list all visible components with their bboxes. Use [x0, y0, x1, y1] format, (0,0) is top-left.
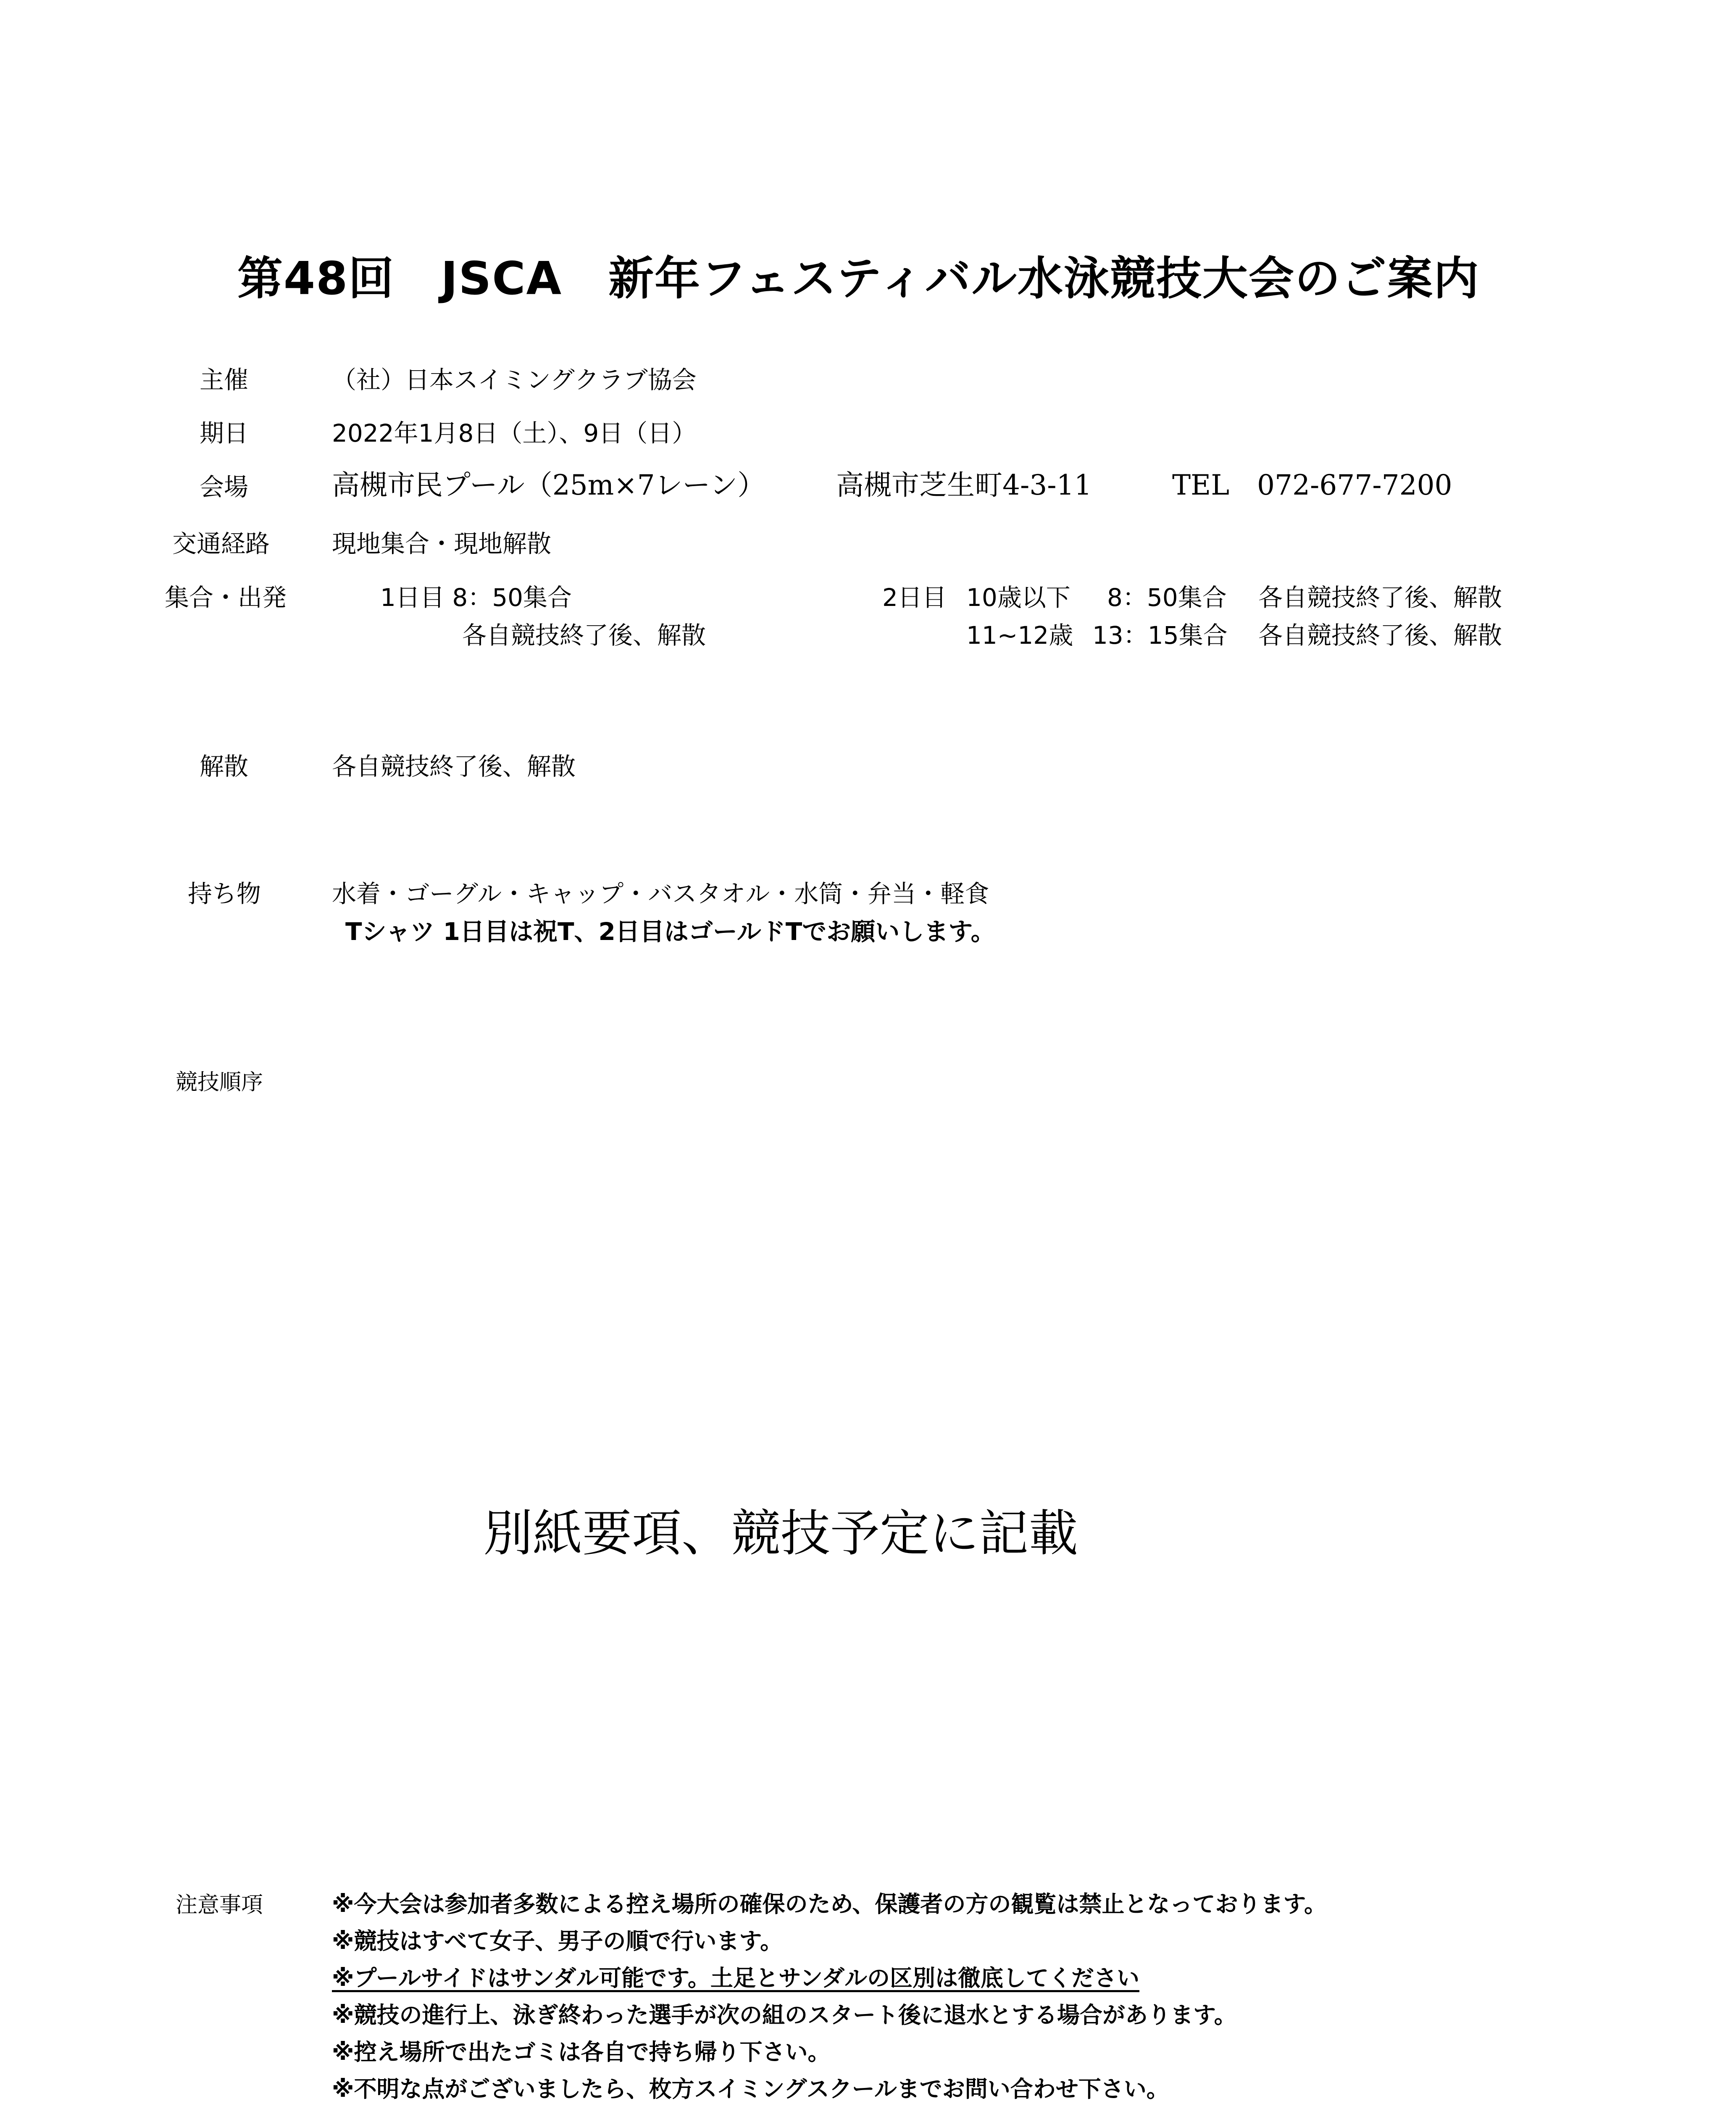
notes-label: 注意事項	[176, 1893, 263, 1918]
dismissal-value: 各自競技終了後、解散	[332, 752, 576, 781]
order-value: 別紙要項、競技予定に記載	[483, 1504, 1078, 1562]
venue-tel: TEL 072-677-7200	[1172, 469, 1452, 501]
note-item-4: ※競技の進行上、泳ぎ終わった選手が次の組のスタート後に退水とする場合があります。	[332, 2002, 1237, 2028]
page-title: 第48回 JSCA 新年フェスティバル水泳競技大会のご案内	[237, 253, 1480, 305]
venue-label: 会場	[200, 473, 249, 501]
day2-row-1-time: 8：50集合	[1107, 583, 1227, 612]
note-item-5: ※控え場所で出たゴミは各自で持ち帰り下さい。	[332, 2039, 831, 2065]
day2-row-2-time: 13：15集合	[1092, 621, 1228, 650]
belongings-label: 持ち物	[188, 879, 261, 908]
day2-row-2-note: 各自競技終了後、解散	[1258, 621, 1502, 650]
note-item-1: ※今大会は参加者多数による控え場所の確保のため、保護者の方の観覧は禁止となっております。	[332, 1891, 1327, 1917]
assembly-label: 集合・出発	[165, 583, 287, 612]
belongings-tshirt: Tシャツ 1日目は祝T、2日目はゴールドTでお願いします。	[345, 917, 995, 946]
transport-label: 交通経路	[172, 529, 270, 558]
day2-row-1-note: 各自競技終了後、解散	[1258, 583, 1502, 612]
organizer-value: （社）日本スイミングクラブ協会	[332, 366, 697, 394]
transport-value: 現地集合・現地解散	[332, 529, 552, 558]
organizer-label: 主催	[200, 366, 249, 394]
venue-name: 高槻市民プール（25m×7レーン）	[332, 469, 765, 501]
venue-address: 高槻市芝生町4-3-11	[836, 469, 1092, 501]
note-item-2: ※競技はすべて女子、男子の順で行います。	[332, 1928, 783, 1954]
dismissal-label: 解散	[200, 752, 249, 781]
day2-row-1-group: 10歳以下	[966, 583, 1071, 612]
assembly-day1-line2: 各自競技終了後、解散	[462, 621, 706, 650]
belongings-value: 水着・ゴーグル・キャップ・バスタオル・水筒・弁当・軽食	[332, 879, 989, 908]
note-item-3: ※プールサイドはサンダル可能です。土足とサンダルの区別は徹底してください	[332, 1965, 1139, 1991]
date-label: 期日	[200, 419, 249, 448]
day2-row-2-group: 11~12歳	[966, 621, 1073, 650]
order-label: 競技順序	[176, 1070, 263, 1095]
note-item-6: ※不明な点がございましたら、枚方スイミングスクールまでお問い合わせ下さい。	[332, 2076, 1169, 2101]
assembly-day2-heading: 2日目	[882, 583, 947, 612]
date-value: 2022年1月8日（土）、9日（日）	[332, 419, 697, 448]
assembly-day1-line1: 1日目 8：50集合	[380, 583, 572, 612]
